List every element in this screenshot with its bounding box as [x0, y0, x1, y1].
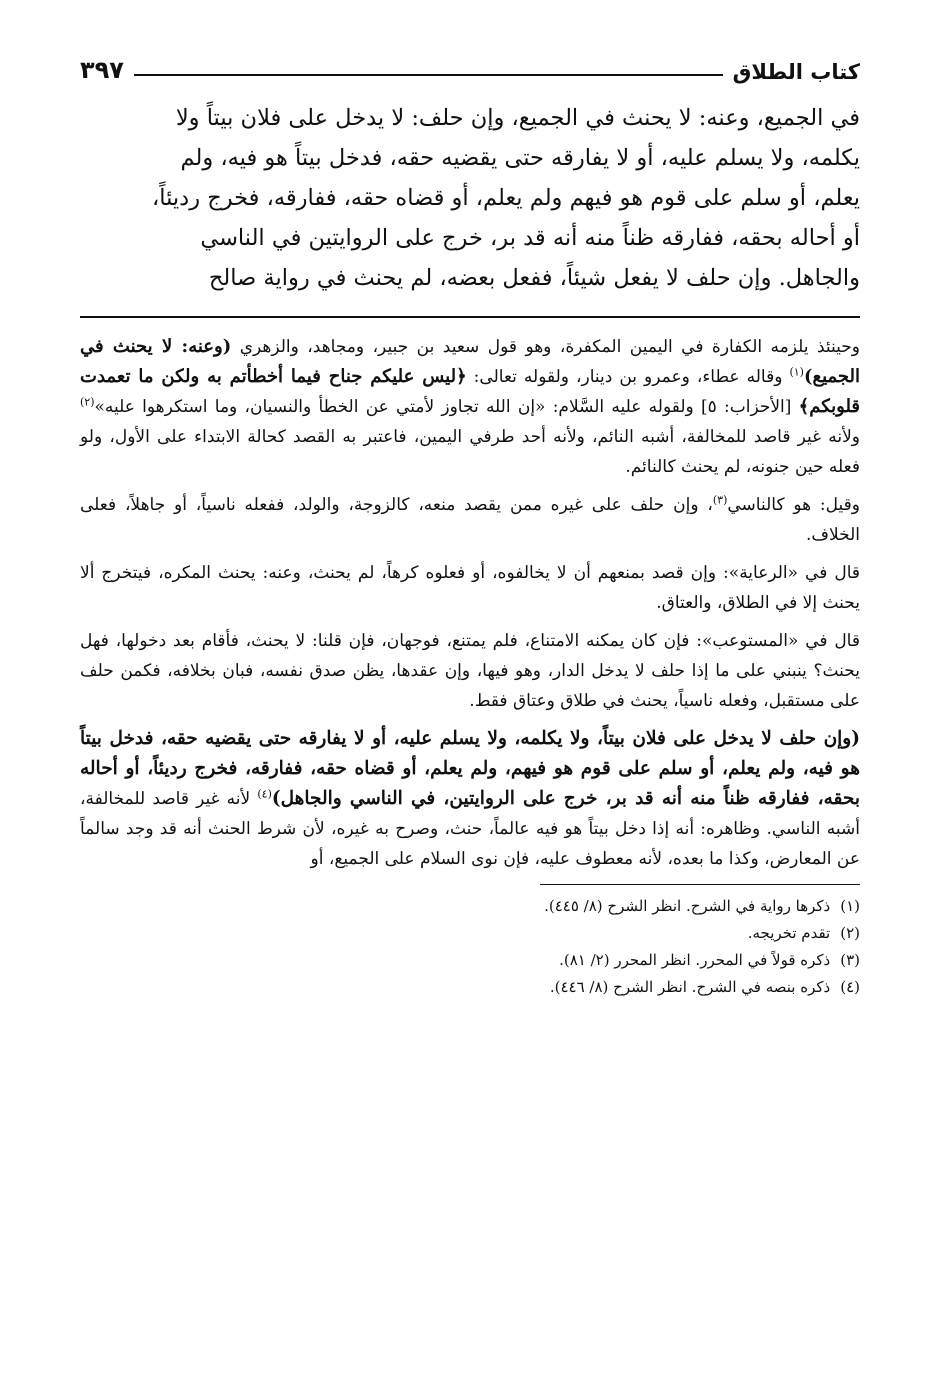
- main-text: [80, 98, 860, 298]
- footnote-ref: (٤): [257, 787, 272, 801]
- commentary-text: [الأحزاب: ٥] ولقوله عليه السَّلام: «إن الله تجاوز لأمتي عن الخطأ والنسيان، وما استكرهوا عليه»: [94, 397, 799, 417]
- chapter-title: كتاب الطلاق: [732, 60, 860, 84]
- footnote-number: (٤): [840, 978, 860, 996]
- text-divider: [80, 316, 860, 318]
- footnote: [80, 920, 860, 947]
- commentary-text: وقيل: هو كالناسي: [727, 495, 860, 515]
- footnote-number: (٣): [840, 951, 860, 969]
- commentary-text: لأنه غير قاصد للمخالفة، أشبه الناسي. وظاهره: أنه إذا دخل بيتاً هو فيه عالماً، حنث، وصرح به غيره، لأن شرط الحنث أنه قد وجد سالماً عن المعارض، وكذا ما بعده، لأنه معطوف عليه، فإن نوى السلام على الجميع، أو: [80, 789, 860, 869]
- header-rule: [134, 74, 723, 76]
- main-text-line: يعلم، أو سلم على قوم هو فيهم ولم يعلم، أو قضاه حقه، ففارقه، فخرج رديئاً،: [152, 185, 860, 211]
- footnote-number: (٢): [840, 924, 860, 942]
- footnote-text: ذكره قولاً في المحرر. انظر المحرر (٢/ ٨١).: [559, 951, 831, 969]
- book-page: [80, 50, 860, 1001]
- footnote-ref: (٢): [80, 395, 95, 409]
- commentary-paragraph: [80, 724, 860, 874]
- main-text-line: يكلمه، ولا يسلم عليه، أو لا يفارقه حتى يقضيه حقه، فدخل بيتاً هو فيه، ولم: [180, 145, 860, 171]
- main-text-line: في الجميع، وعنه: لا يحنث في الجميع، وإن حلف: لا يدخل على فلان بيتاً ولا: [175, 105, 860, 131]
- commentary-text: وحينئذ يلزمه الكفارة في اليمين المكفرة، وهو قول سعيد بن جبير، ومجاهد، والزهري: [239, 337, 860, 357]
- quoted-matn: (وإن حلف لا يدخل على فلان بيتاً، ولا يكلمه، ولا يسلم عليه، أو لا يفارقه حتى يقضيه حقه، فدخل بيتاً هو فيه، ولم يعلم، أو سلم على قوم هو فيهم، ولم يعلم، أو قضاه حقه، ففارقه، فخرج رديئاً، أو أحاله بحقه، ففارقه ظناً منه أنه قد بر، خرج على الروايتين، في الناسي والجاهل): [80, 728, 861, 809]
- footnotes: [80, 893, 860, 1001]
- page-number: ٣٩٧: [80, 56, 124, 84]
- footnote-rule: [540, 884, 860, 885]
- commentary-text: ولأنه غير قاصد للمخالفة، أشبه النائم، ولأنه أحد طرفي اليمين، فاعتبر به القصد كحالة الابتداء على الأول، ولو فعله حين جنونه، لم يحنث كالنائم.: [80, 427, 860, 477]
- footnote: [80, 974, 860, 1001]
- footnote-number: (١): [840, 897, 860, 915]
- commentary: [80, 332, 860, 874]
- commentary-paragraph: [80, 332, 860, 482]
- footnote-ref: (٣): [712, 493, 728, 507]
- main-text-line: أو أحاله بحقه، ففارقه ظناً منه أنه قد بر، خرج على الروايتين في الناسي: [200, 225, 860, 251]
- main-text-line: والجاهل. وإن حلف لا يفعل شيئاً، ففعل بعضه، لم يحنث في رواية صالح: [208, 265, 860, 291]
- commentary-paragraph: [80, 490, 860, 550]
- quoted-matn: (وعنه: لا يحنث في الجميع): [80, 336, 861, 387]
- commentary-paragraph: قال في «المستوعب»: فإن كان يمكنه الامتناع، فلم يمتنع، فوجهان، فإن قلنا: لا يحنث، فأقام بعد دخولها، فهل يحنث؟ ينبني على ما إذا حلف لا يدخل الدار، وهو فيها، وإن عقدها، يظن صدق نفسه، فبان بخلافه، فكمن حلف على مستقبل، وفعله ناسياً، يحنث في طلاق وعتاق فقط.: [80, 631, 860, 711]
- quran-verse: ﴿ليس عليكم جناح فيما أخطأتم به ولكن ما تعمدت قلوبكم﴾: [80, 366, 861, 417]
- commentary-text: ، وإن حلف على غيره ممن يقصد منعه، كالزوجة، والولد، ففعله ناسياً، أو جاهلاً، فعلى الخلاف.: [80, 495, 860, 545]
- running-header: [80, 50, 860, 84]
- commentary-paragraph: قال في «الرعاية»: وإن قصد بمنعهم أن لا يخالفوه، أو فعلوه كرهاً، لم يحنث، وعنه: يحنث المكره، فيتخرج ألا يحنث إلا في الطلاق، والعتاق.: [80, 563, 860, 613]
- footnote: [80, 893, 860, 920]
- commentary-text: وقاله عطاء، وعمرو بن دينار، ولقوله تعالى:: [466, 367, 790, 387]
- footnote: [80, 947, 860, 974]
- footnote-ref: (١): [789, 365, 804, 379]
- footnote-text: تقدم تخريجه.: [747, 924, 831, 942]
- footnote-text: ذكرها رواية في الشرح. انظر الشرح (٨/ ٤٤٥).: [544, 897, 831, 915]
- footnote-text: ذكره بنصه في الشرح. انظر الشرح (٨/ ٤٤٦).: [549, 978, 831, 996]
